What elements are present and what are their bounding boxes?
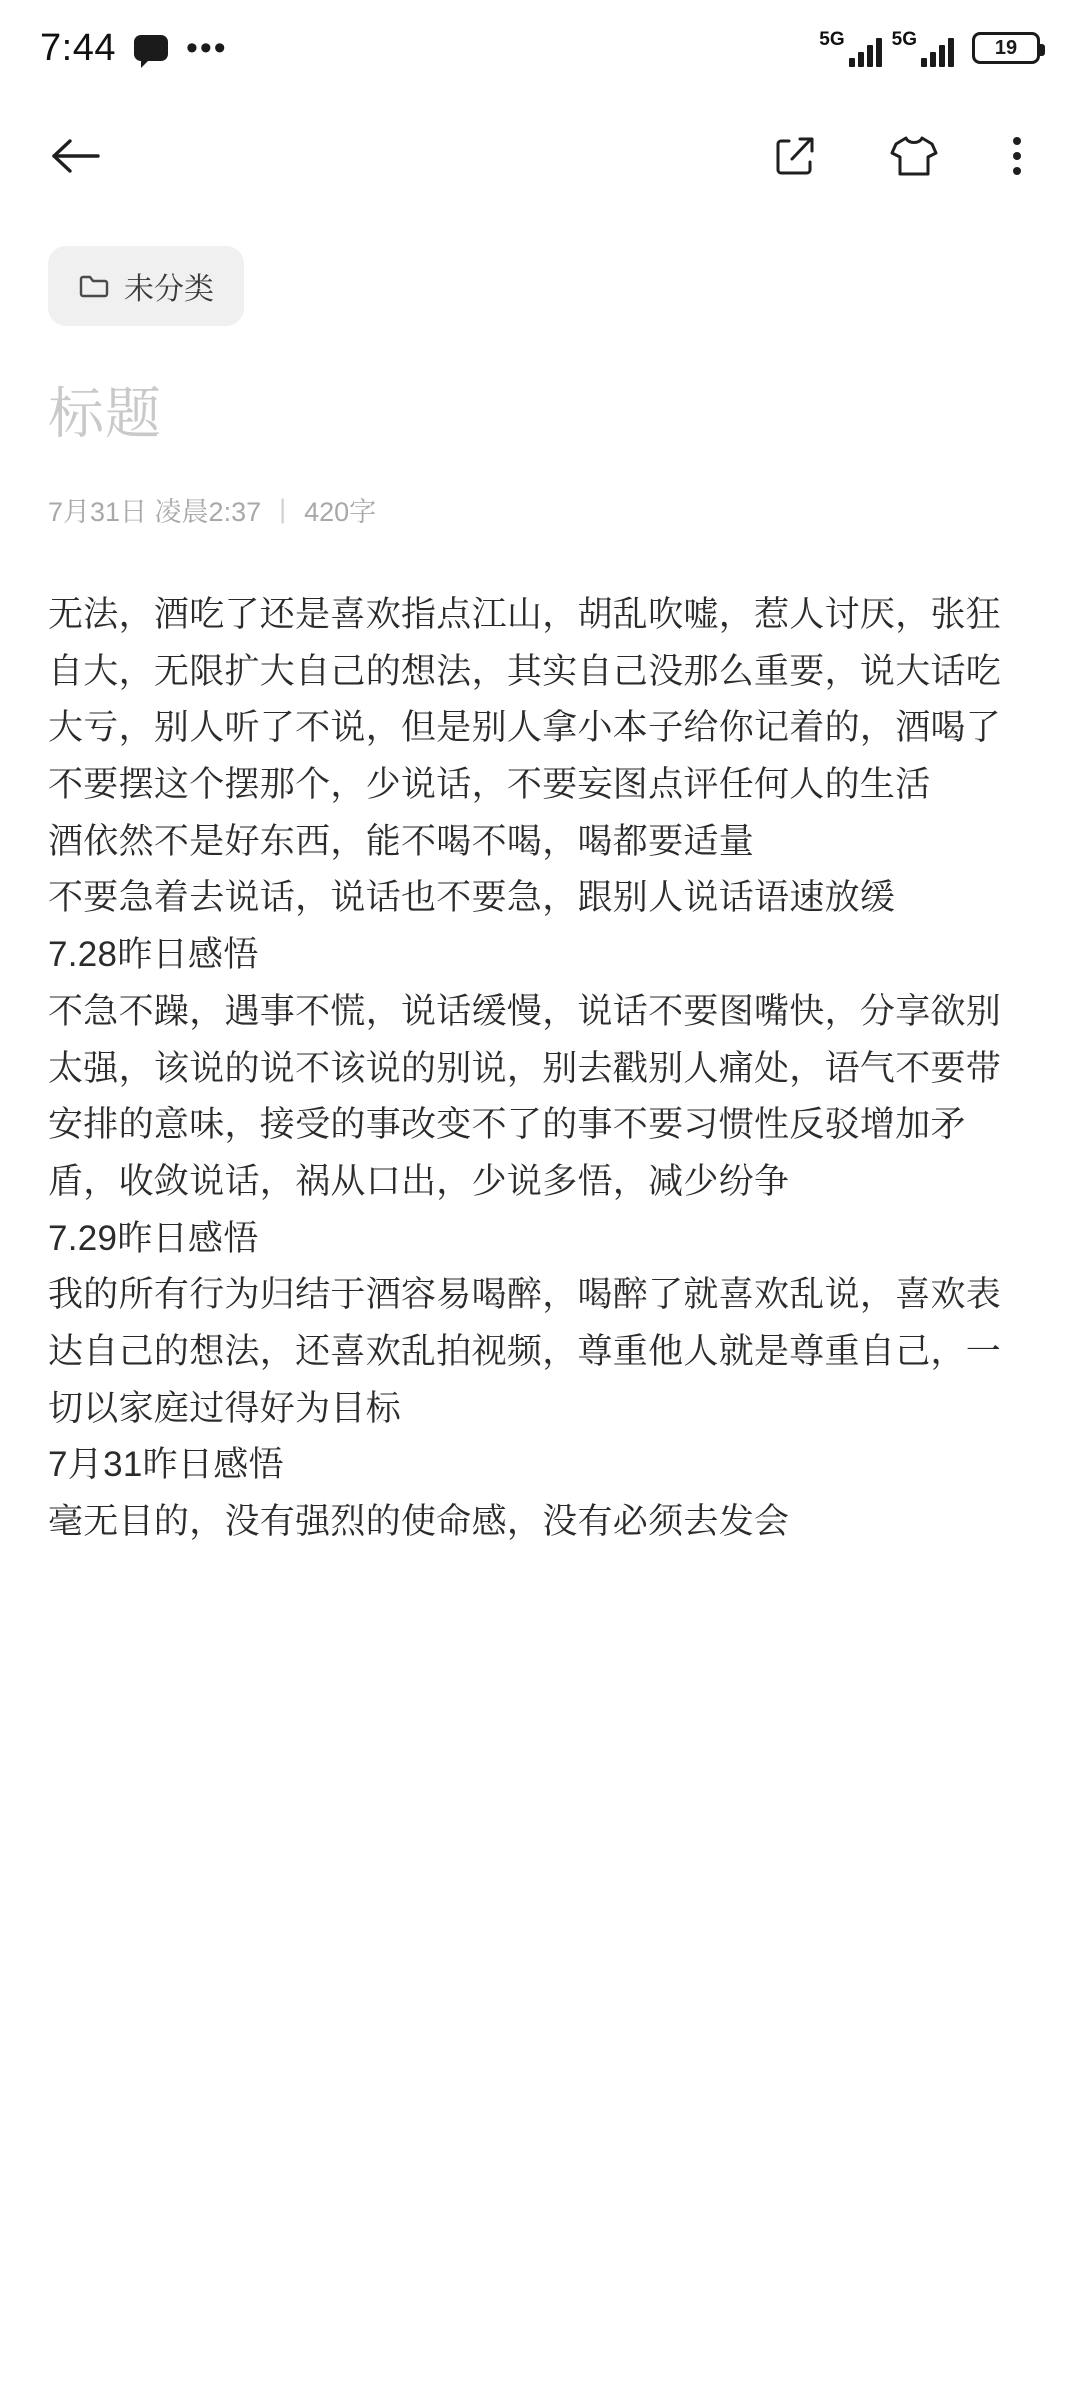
folder-icon: [78, 272, 110, 300]
status-bar: [0, 0, 1080, 96]
signal-bars-icon-2: [921, 37, 954, 67]
note-meta: [48, 490, 1032, 529]
note-paragraph: 7.28昨日感悟: [48, 935, 259, 975]
signal-indicator-2: [892, 29, 954, 67]
note-date: 7月31日 凌晨2:37: [48, 497, 262, 527]
meta-separator: |: [279, 494, 287, 524]
share-external-icon[interactable]: [772, 133, 818, 179]
note-paragraph: 7.29昨日感悟: [48, 1218, 259, 1258]
battery-level-label: 19: [994, 36, 1018, 59]
page-title[interactable]: 标题: [48, 382, 162, 445]
note-word-count: 420字: [304, 497, 377, 527]
note-paragraph: 7月31昨日感悟: [48, 1445, 284, 1485]
note-paragraph: 毫无目的，没有强烈的使命感，没有必须去发会: [48, 1502, 790, 1541]
chat-bubble-icon: [134, 35, 168, 61]
note-paragraph: 不急不躁，遇事不慌，说话缓慢，说话不要图嘴快，分享欲别太强，该说的说不该说的别说，别去戳别人痛处，语气不要带安排的意味，接受的事改变不了的事不要习惯性反驳增加矛盾，收敛说话，祸从口出，少说多悟，减少纷争: [48, 991, 1002, 1201]
app-bar: [0, 96, 1080, 216]
note-content: [0, 216, 1080, 1551]
signal-bars-icon-1: [849, 37, 882, 67]
tshirt-icon[interactable]: [888, 133, 940, 179]
note-body[interactable]: [48, 587, 1032, 1551]
note-paragraph: 无法，酒吃了还是喜欢指点江山，胡乱吹嘘，惹人讨厌，张狂自大，无限扩大自己的想法，其实自己没那么重要，说大话吃大亏，别人听了不说，但是别人拿小本子给你记着的，酒喝了不要摆这个摆那个，少说话，不要妄图点评任何人的生活: [48, 595, 1002, 805]
status-clock: 7:44: [40, 26, 116, 69]
network-type-label-1: 5G: [819, 29, 845, 50]
more-vertical-icon[interactable]: [1010, 133, 1024, 179]
battery-icon: [972, 32, 1040, 64]
back-arrow-icon[interactable]: [48, 134, 104, 178]
more-dots-icon: •••: [185, 29, 228, 67]
status-bar-left: [40, 27, 228, 70]
note-paragraph: 不要急着去说话，说话也不要急，跟别人说话语速放缓: [48, 878, 896, 918]
status-bar-right: [819, 29, 1040, 67]
note-paragraph: 我的所有行为归结于酒容易喝醉，喝醉了就喜欢乱说，喜欢表达自己的想法，还喜欢乱拍视频，尊重他人就是尊重自己，一切以家庭过得好为目标: [48, 1275, 1002, 1428]
category-label: 未分类: [124, 273, 214, 306]
network-type-label-2: 5G: [891, 29, 917, 50]
signal-indicator-1: [819, 29, 881, 67]
note-paragraph: 酒依然不是好东西，能不喝不喝，喝都要适量: [48, 821, 755, 861]
app-bar-actions: [772, 133, 1032, 179]
category-chip[interactable]: [48, 246, 244, 326]
